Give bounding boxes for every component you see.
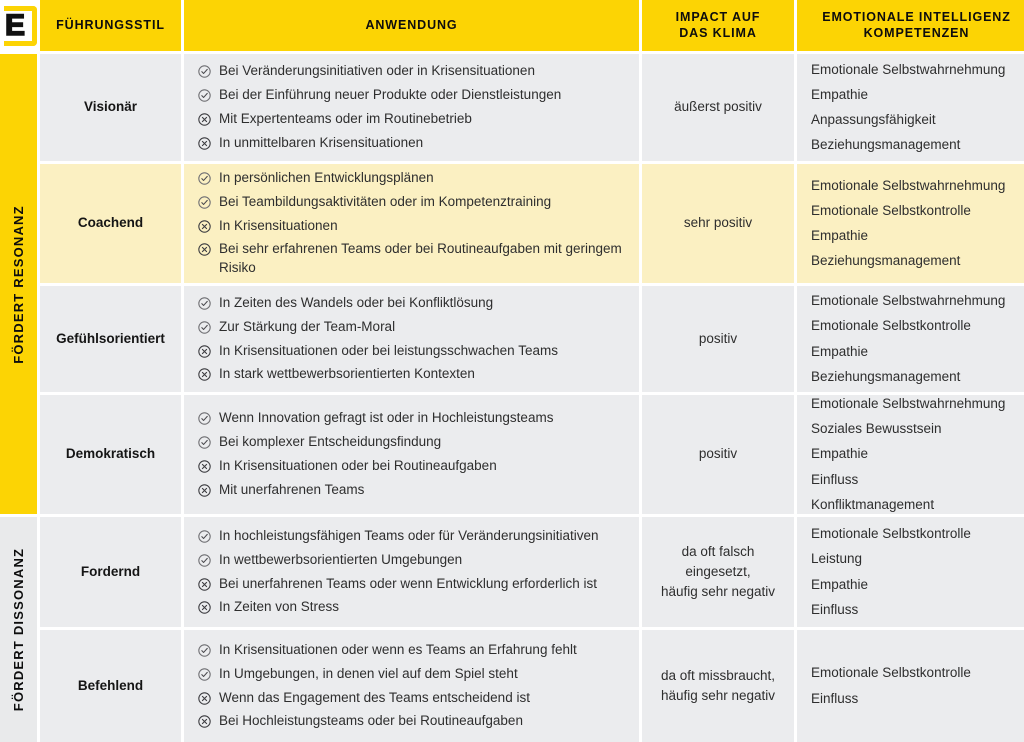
list-item-text: Wenn Innovation gefragt ist oder in Hochleistungsteams — [219, 410, 554, 426]
list-item-text: In hochleistungsfähigen Teams oder für Veränderungsinitiativen — [219, 527, 599, 543]
list-item — [198, 712, 625, 731]
impact-line: häufig sehr negativ — [660, 688, 776, 703]
style-label: Befehlend — [77, 677, 144, 693]
list-item — [198, 665, 625, 684]
x-circle-icon — [198, 692, 211, 705]
list-item — [198, 240, 625, 278]
list-item — [198, 217, 625, 236]
list-item: Empathie — [811, 446, 869, 462]
column-header-ei-line2: KOMPETENZEN — [863, 25, 970, 40]
x-circle-icon — [198, 220, 211, 233]
check-circle-icon — [198, 554, 211, 567]
list-item — [198, 641, 625, 660]
list-item: Emotionale Selbstwahrnehmung — [811, 293, 1006, 309]
list-item-text: In Krisensituationen oder bei Routineaufgaben — [219, 458, 497, 473]
list-item — [198, 134, 625, 153]
column-header-fuehrungsstil-label: FÜHRUNGSSTIL — [56, 17, 165, 32]
style-label: Visionär — [83, 99, 138, 115]
check-circle-icon — [198, 172, 211, 185]
column-header-impact-line1: IMPACT AUF — [675, 9, 761, 24]
list-item — [198, 433, 625, 452]
logo-letter: E — [5, 8, 25, 42]
x-circle-icon — [198, 137, 211, 150]
list-item: Einfluss — [811, 601, 859, 617]
table-row-impact — [642, 630, 794, 742]
x-circle-icon — [198, 601, 211, 614]
list-item-text: Bei Hochleistungsteams oder bei Routineaufgaben — [219, 713, 523, 729]
list-item: Emotionale Selbstwahrnehmung — [811, 61, 1006, 77]
table-row-style-name — [40, 286, 181, 392]
check-circle-icon — [198, 644, 211, 657]
list-item: Emotionale Selbstkontrolle — [811, 526, 971, 542]
table-row-application — [184, 164, 639, 283]
list-item-text: Bei komplexer Entscheidungsfindung — [219, 434, 442, 450]
impact-line: da oft falsch — [681, 543, 755, 559]
list-item-text: Bei unerfahrenen Teams oder wenn Entwicklung erforderlich ist — [219, 575, 597, 591]
table-row-competencies — [797, 286, 1024, 392]
group-band-dissonanz-label: FÖRDERT DISSONANZ — [11, 547, 26, 712]
list-item — [198, 86, 625, 105]
impact-line: da oft missbraucht, — [660, 667, 776, 683]
list-item: Emotionale Selbstkontrolle — [811, 318, 971, 334]
list-item-text: In Krisensituationen — [219, 217, 338, 233]
list-item — [198, 481, 625, 500]
x-circle-icon — [198, 715, 211, 728]
list-item: Beziehungsmanagement — [811, 253, 961, 269]
table-row-impact — [642, 395, 794, 514]
list-item — [198, 110, 625, 129]
list-item: Empathie — [811, 343, 869, 359]
list-item-text: In Krisensituationen oder wenn es Teams an Erfahrung fehlt — [219, 641, 577, 657]
competency-list — [811, 61, 1022, 155]
check-circle-icon — [198, 668, 211, 681]
list-item-text: In Krisensituationen oder bei leistungsschwachen Teams — [219, 342, 558, 358]
list-item: Einfluss — [811, 690, 859, 706]
x-circle-icon — [198, 243, 211, 256]
table-row-application — [184, 286, 639, 392]
list-item-text: Bei Teambildungsaktivitäten oder im Kompetenztraining — [219, 193, 552, 209]
table-row-competencies — [797, 395, 1024, 514]
competency-list — [811, 525, 1022, 619]
column-header-anwendung — [184, 0, 639, 51]
table-row-competencies — [797, 54, 1024, 161]
table-row-style-name — [40, 164, 181, 283]
check-circle-icon — [198, 321, 211, 334]
brand-logo-cell — [0, 0, 37, 51]
list-item-text: Bei sehr erfahrenen Teams oder bei Routineaufgaben mit geringem Risiko — [219, 241, 622, 276]
group-band-foerdert-dissonanz — [0, 517, 37, 742]
list-item-text: In stark wettbewerbsorientierten Kontexten — [219, 366, 475, 382]
column-header-ei-label — [822, 10, 1011, 41]
x-circle-icon — [198, 484, 211, 497]
impact-text: positiv — [698, 446, 738, 462]
competency-list — [811, 292, 1022, 386]
list-item — [198, 457, 625, 476]
application-list — [198, 294, 625, 385]
list-item — [198, 193, 625, 212]
style-label: Demokratisch — [65, 446, 156, 462]
column-header-ei-line1: EMOTIONALE INTELLIGENZ — [822, 9, 1011, 24]
list-item: Soziales Bewusstsein — [811, 421, 942, 437]
column-header-impact-line2: DAS KLIMA — [679, 25, 757, 40]
list-item — [198, 62, 625, 81]
check-circle-icon — [198, 436, 211, 449]
check-circle-icon — [198, 412, 211, 425]
table-row-application — [184, 54, 639, 161]
brand-logo-e-icon — [4, 6, 37, 46]
application-list — [198, 409, 625, 500]
list-item: Emotionale Selbstkontrolle — [811, 202, 971, 218]
list-item — [198, 527, 625, 546]
list-item: Emotionale Selbstkontrolle — [811, 665, 971, 681]
list-item-text: Mit unerfahrenen Teams — [219, 481, 365, 497]
application-list — [198, 169, 625, 278]
x-circle-icon — [198, 345, 211, 358]
list-item: Empathie — [811, 86, 869, 102]
column-header-impact — [642, 0, 794, 51]
list-item-text: In Zeiten von Stress — [219, 599, 340, 615]
list-item: Anpassungsfähigkeit — [811, 112, 936, 127]
table-row-competencies — [797, 164, 1024, 283]
competency-list — [811, 395, 1022, 514]
list-item — [198, 365, 625, 384]
list-item — [198, 318, 625, 337]
table-row-impact — [642, 164, 794, 283]
x-circle-icon — [198, 113, 211, 126]
table-row-style-name — [40, 54, 181, 161]
x-circle-icon — [198, 368, 211, 381]
table-row-application — [184, 630, 639, 742]
list-item: Emotionale Selbstwahrnehmung — [811, 177, 1006, 193]
impact-text — [661, 666, 775, 707]
column-header-impact-label — [676, 10, 761, 41]
list-item: Empathie — [811, 228, 869, 243]
list-item: Beziehungsmanagement — [811, 368, 961, 384]
table-row-competencies — [797, 630, 1024, 742]
table-row-application — [184, 517, 639, 627]
list-item — [198, 409, 625, 428]
list-item-text: Zur Stärkung der Team-Moral — [219, 318, 396, 334]
application-list — [198, 641, 625, 732]
list-item: Konfliktmanagement — [811, 496, 935, 512]
impact-text — [661, 542, 775, 603]
column-header-fuehrungsstil — [40, 0, 181, 51]
x-circle-icon — [198, 460, 211, 473]
column-header-anwendung-label: ANWENDUNG — [365, 17, 458, 32]
impact-text: sehr positiv — [683, 215, 753, 231]
check-circle-icon — [198, 297, 211, 310]
column-header-ei-kompetenzen — [797, 0, 1024, 51]
style-label: Fordernd — [80, 563, 141, 579]
list-item — [198, 598, 625, 617]
list-item-text: In Umgebungen, in denen viel auf dem Spiel steht — [219, 665, 518, 681]
table-row-style-name — [40, 630, 181, 742]
list-item-text: Mit Expertenteams oder im Routinebetrieb — [219, 111, 472, 126]
impact-text: äußerst positiv — [674, 99, 762, 115]
list-item: Empathie — [811, 576, 869, 592]
table-row-impact — [642, 54, 794, 161]
list-item-text: Bei der Einführung neuer Produkte oder Dienstleistungen — [219, 87, 562, 103]
application-list — [198, 62, 625, 153]
list-item — [198, 342, 625, 361]
list-item: Leistung — [811, 551, 863, 567]
list-item — [198, 689, 625, 708]
group-band-foerdert-resonanz — [0, 54, 37, 514]
list-item — [198, 575, 625, 594]
check-circle-icon — [198, 530, 211, 543]
table-row-style-name — [40, 395, 181, 514]
list-item-text: In persönlichen Entwicklungsplänen — [219, 169, 434, 185]
list-item-text: In Zeiten des Wandels oder bei Konfliktlösung — [219, 294, 494, 310]
list-item-text: Bei Veränderungsinitiativen oder in Krisensituationen — [219, 63, 535, 79]
competency-list — [811, 664, 1022, 707]
check-circle-icon — [198, 196, 211, 209]
list-item — [198, 294, 625, 313]
table-row-impact — [642, 286, 794, 392]
impact-line: eingesetzt, — [685, 563, 751, 579]
application-list — [198, 527, 625, 618]
check-circle-icon — [198, 89, 211, 102]
list-item-text: In unmittelbaren Krisensituationen — [219, 134, 424, 150]
table-row-style-name — [40, 517, 181, 627]
x-circle-icon — [198, 578, 211, 591]
list-item-text: In wettbewerbsorientierten Umgebungen — [219, 551, 463, 567]
table-row-competencies — [797, 517, 1024, 627]
style-label: Coachend — [77, 215, 144, 231]
style-label: Gefühlsorientiert — [56, 330, 165, 346]
list-item — [198, 169, 625, 188]
competency-list — [811, 177, 1022, 271]
list-item: Beziehungsmanagement — [811, 137, 961, 153]
group-band-resonanz-label: FÖRDERT RESONANZ — [11, 204, 26, 364]
impact-line: häufig sehr negativ — [660, 584, 776, 600]
check-circle-icon — [198, 65, 211, 78]
list-item: Einfluss — [811, 471, 859, 487]
list-item: Emotionale Selbstwahrnehmung — [811, 395, 1006, 411]
table-row-impact — [642, 517, 794, 627]
list-item — [198, 551, 625, 570]
impact-text: positiv — [698, 330, 738, 346]
table-row-application — [184, 395, 639, 514]
list-item-text: Wenn das Engagement des Teams entscheidend ist — [219, 689, 530, 705]
